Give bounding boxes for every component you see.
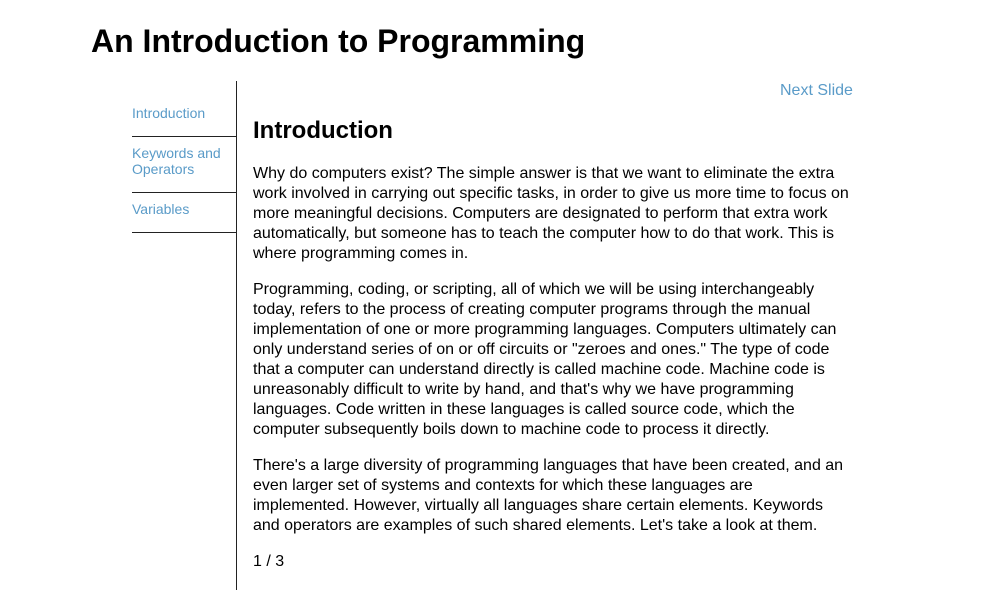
slide-counter: 1 / 3 — [253, 553, 285, 570]
slide-heading: Introduction — [253, 117, 393, 144]
next-slide-link[interactable]: Next Slide — [780, 82, 853, 99]
sidebar-item-variables[interactable]: Variables — [132, 193, 236, 233]
sidebar-item-keywords-and-operators[interactable]: Keywords and Operators — [132, 137, 236, 193]
slide-paragraph: Programming, coding, or scripting, all of which we will be using interchangeably today, refers to the process of creating computer programs through the manual implementation of one or more programming languages. Computers ultimately can only understand series of on or off circuits or "zeroes and ones." The type of code that a computer can understand directly is called machine code. Machine code is unreasonably difficult to write by hand, and that's why we have programming languages. Code written in these languages is called source code, which the computer subsequently boils down to machine code to process it directly. — [253, 281, 837, 438]
page-title: An Introduction to Programming — [91, 23, 586, 59]
slide-paragraph: Why do computers exist? The simple answer is that we want to eliminate the extra work involved in carrying out specific tasks, in order to give us more time to focus on more meaningful decisions. Computers are designated to perform that extra work automatically, but someone has to teach the computer how to do that work. This is where programming comes in. — [253, 165, 849, 262]
vertical-divider — [236, 81, 237, 590]
sidebar-nav — [132, 96, 236, 233]
slide-paragraph: There's a large diversity of programming languages that have been created, and an even larger set of systems and contexts for which these languages are implemented. However, virtually all languages share certain elements. Keywords and operators are examples of such shared elements. Let's take a look at them. — [253, 457, 844, 534]
sidebar-item-introduction[interactable]: Introduction — [132, 96, 236, 137]
slide-content — [253, 118, 853, 572]
